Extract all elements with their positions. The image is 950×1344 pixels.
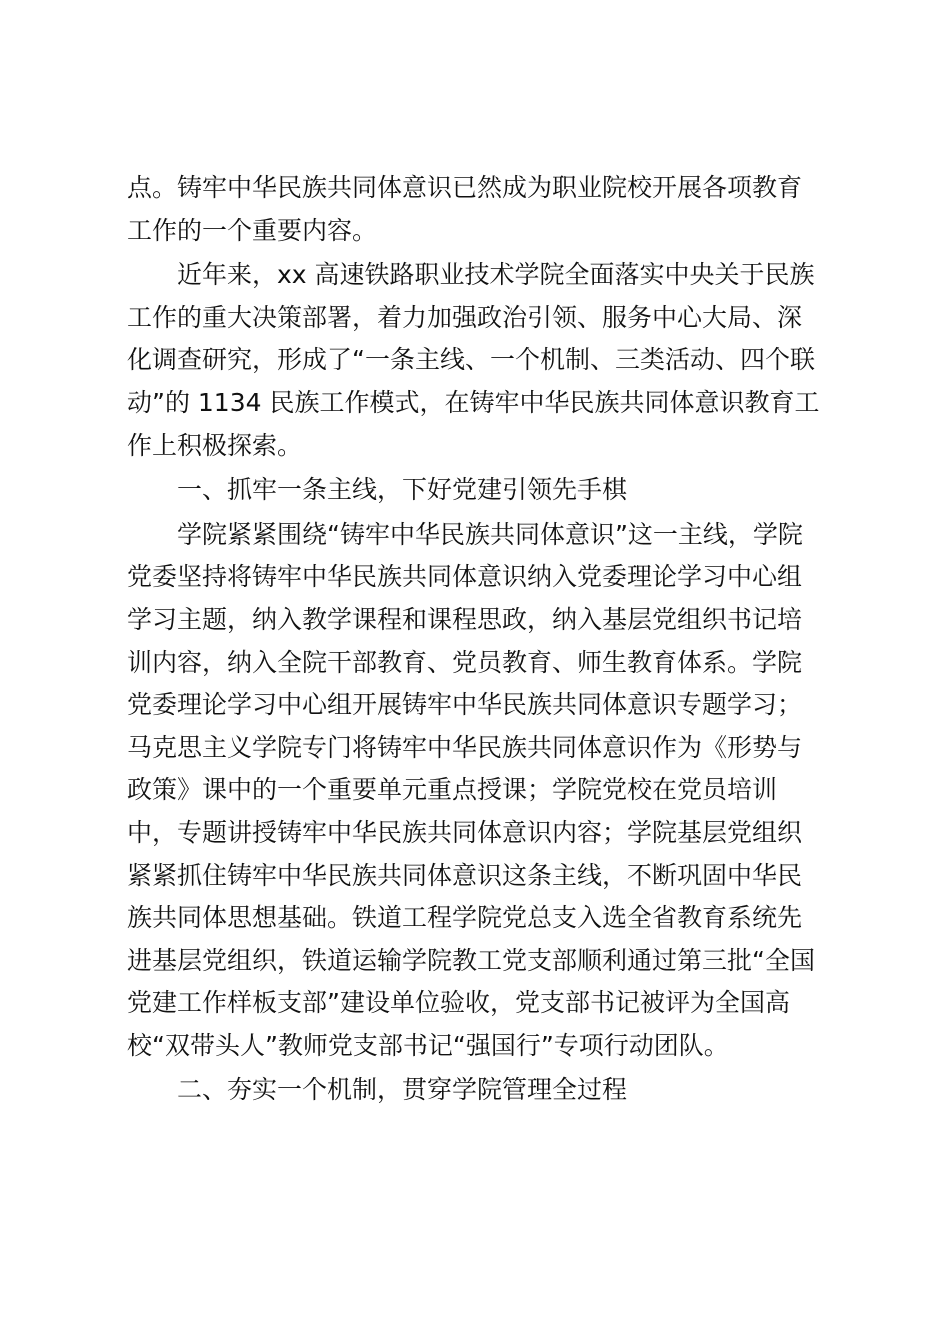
text-line: 工作的重大决策部署，着力加强政治引领、服务中心大局、深 <box>127 302 803 332</box>
text-line: 动”的 1134 民族工作模式，在铸牢中华民族共同体意识教育工 <box>127 387 820 417</box>
text-line: 中，专题讲授铸牢中华民族共同体意识内容；学院基层党组织 <box>127 817 803 847</box>
text-line: 紧紧抓住铸牢中华民族共同体意识这条主线，不断巩固中华民 <box>127 860 803 890</box>
text-line: 政策》课中的一个重要单元重点授课；学院党校在党员培训 <box>127 775 778 805</box>
text-line: 作上积极探索。 <box>127 430 303 460</box>
section-heading: 一、抓牢一条主线，下好党建引领先手棋 <box>177 475 628 505</box>
section-heading: 二、夯实一个机制，贯穿学院管理全过程 <box>177 1075 628 1105</box>
paragraph-first-line: 近年来，xx 高速铁路职业技术学院全面落实中央关于民族 <box>177 260 815 290</box>
text-line: 马克思主义学院专门将铸牢中华民族共同体意识作为《形势与 <box>127 732 803 762</box>
text-line: 学习主题，纳入教学课程和课程思政，纳入基层党组织书记培 <box>127 604 803 634</box>
text-line: 族共同体思想基础。铁道工程学院党总支入选全省教育系统先 <box>127 903 803 933</box>
document-body <box>127 167 833 1112</box>
text-line: 进基层党组织，铁道运输学院教工党支部顺利通过第三批“全国 <box>127 945 815 975</box>
text-line: 工作的一个重要内容。 <box>127 215 378 245</box>
text-line: 校“双带头人”教师党支部书记“强国行”专项行动团队。 <box>127 1030 729 1060</box>
text-line: 训内容，纳入全院干部教育、党员教育、师生教育体系。学院 <box>127 647 803 677</box>
text-line: 党建工作样板支部”建设单位验收，党支部书记被评为全国高 <box>127 988 790 1018</box>
paragraph-first-line: 学院紧紧围绕“铸牢中华民族共同体意识”这一主线，学院 <box>177 519 803 549</box>
text-line: 点。铸牢中华民族共同体意识已然成为职业院校开展各项教育 <box>127 173 803 202</box>
text-line: 化调查研究，形成了“一条主线、一个机制、三类活动、四个联 <box>127 345 815 375</box>
text-line: 党委坚持将铸牢中华民族共同体意识纳入党委理论学习中心组 <box>127 562 803 592</box>
text-line: 党委理论学习中心组开展铸牢中华民族共同体意识专题学习； <box>127 690 803 720</box>
